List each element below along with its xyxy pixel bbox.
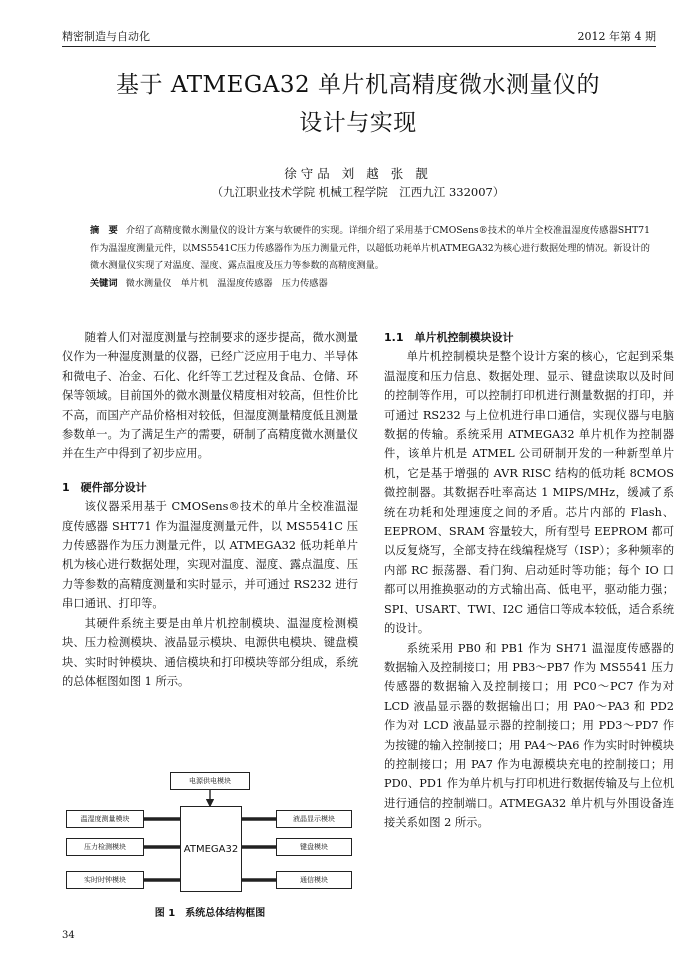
mcu-box: ATMEGA32: [180, 806, 242, 892]
hardware-paragraph-1: 该仪器采用基于 CMOSens®技术的单片全校准温湿度传感器 SHT71 作为温湿度测量元件，以 MS5541C 压力传感器作为压力测量元件，以 ATMEGA32 低功耗单片机为核心进行数据处理，实现对温度、湿度、露点温度、压力等参数的高精度测量和实时显示，并可通过 RS232 进行串口通讯、打印等。: [62, 500, 358, 611]
affiliation: （九江职业技术学院 机械工程学院 江西九江 332007）: [211, 185, 505, 199]
pressure-module-box: 压力检测模块: [66, 838, 144, 856]
keywords-label: 关键词: [90, 277, 118, 289]
keyboard-module-box: 键盘模块: [276, 838, 352, 856]
left-column: [62, 328, 358, 691]
authors: 徐守品 刘 越 张 靓: [284, 166, 432, 181]
paper-title-line2: 设计与实现: [299, 110, 417, 136]
abstract-label: 摘 要: [90, 225, 118, 236]
keywords-text: 微水测量仪 单片机 温湿度传感器 压力传感器: [125, 277, 328, 289]
figure-1-block-diagram: [62, 768, 358, 898]
paper-title-line1: 基于 ATMEGA32 单片机高精度微水测量仪的: [116, 72, 600, 98]
section-1-1-heading: 1.1 单片机控制模块设计: [384, 331, 514, 344]
rtc-module-box: 实时时钟模块: [66, 871, 144, 889]
section-1-heading: 1 硬件部分设计: [62, 480, 147, 494]
figure-1-caption: 图 1 系统总体结构框图: [154, 908, 266, 919]
header-rule: [62, 46, 656, 47]
abstract-block: [90, 222, 650, 292]
power-module-box: 电源供电模块: [170, 772, 250, 790]
mcu-paragraph-1: 单片机控制模块是整个设计方案的核心，它起到采集温湿度和压力信息、数据处理、显示、键盘读取以及时间的控制等作用，可以控制打印机进行测量数据的打印，并可通过 RS232 与上位机进行串口通信，实现仪器与电脑数据的传输。系统采用 ATMEGA32 单片机作为控制器件，该单片机是 ATMEL 公司研制开发的一种新型单片机，它是基于增强的 AVR RISC 结构的低功耗 8CMOS 微控制器。其数据吞吐率高达 1 MIPS/MHz，缓减了系统在功耗和处理速度之间的矛盾。芯片内部的 Flash、EEPROM、SRAM 容量较大，所有型号 EEPROM 都可以反复烧写，全部支持在线编程烧写（ISP）；多种频率的内部 RC 振荡器、看门狗、启动延时等功能；每个 IO 口都可以用推换驱动的方式输出高、低电平，驱动能力强；SPI、USART、TWI、I2C 通信口等成本较低，适合系统的设计。: [384, 350, 674, 636]
abstract-text: 介绍了高精度微水测量仪的设计方案与软硬件的实现。详细介绍了采用基于CMOSens®技术的单片全校准温湿度传感器SHT71作为温湿度测量元件，以MS5541C压力传感器作为压力测量元件，以超低功耗单片机ATMEGA32为核心进行数据处理的情况。新设计的微水测量仪实现了对温度、湿度、露点温度及压力等参数的高精度测量。: [90, 225, 650, 271]
hardware-paragraph-2: 其硬件系统主要是由单片机控制模块、温湿度检测模块、压力检测模块、液晶显示模块、电源供电模块、键盘模块、实时时钟模块、通信模块和打印模块等部分组成，系统的总体框图如图 1 所示。: [62, 616, 358, 688]
right-column: [384, 328, 674, 833]
journal-name: 精密制造与自动化: [62, 30, 150, 43]
issue-label: 2012 年第 4 期: [577, 30, 656, 43]
intro-paragraph: 随着人们对湿度测量与控制要求的逐步提高，微水测量仪作为一种湿度测量的仪器，已经广泛应用于电力、半导体和微电子、冶金、石化、化纤等工艺过程及食品、仓储、环保等领域。目前国外的微水测量仪精度相对较高，但性价比不高，而国产产品价格相对较低，但湿度测量精度低且测量参数单一。为了满足生产的需要，研制了高精度微水测量仪并在生产中得到了初步应用。: [62, 331, 358, 461]
page-number: 34: [62, 930, 75, 941]
mcu-paragraph-2: 系统采用 PB0 和 PB1 作为 SH71 温湿度传感器的数据输入及控制接口；用 PB3～PB7 作为 MS5541 压力传感器的数据输入及控制接口；用 PC0～PC7 作为对 LCD 液晶显示器的数据输出口；用 PA0～PA3 和 PD2 作为对 LCD 液晶显示器的控制接口；用 PD3～PD7 作为按键的输入控制接口；用 PA4～PA6 作为实时时钟模块的控制接口；用 PA7 作为电源模块充电的控制接口；用 PD0、PD1 作为单片机与打印机进行数据传输及与上位机进行通信的控制端口。ATMEGA32 单片机与外围设备连接关系如图 2 所示。: [384, 641, 674, 830]
comm-module-box: 通信模块: [276, 871, 352, 889]
lcd-module-box: 液晶显示模块: [276, 810, 352, 828]
keywords: [90, 275, 650, 293]
abstract: [90, 222, 650, 275]
th-module-box: 温湿度测量模块: [66, 810, 144, 828]
